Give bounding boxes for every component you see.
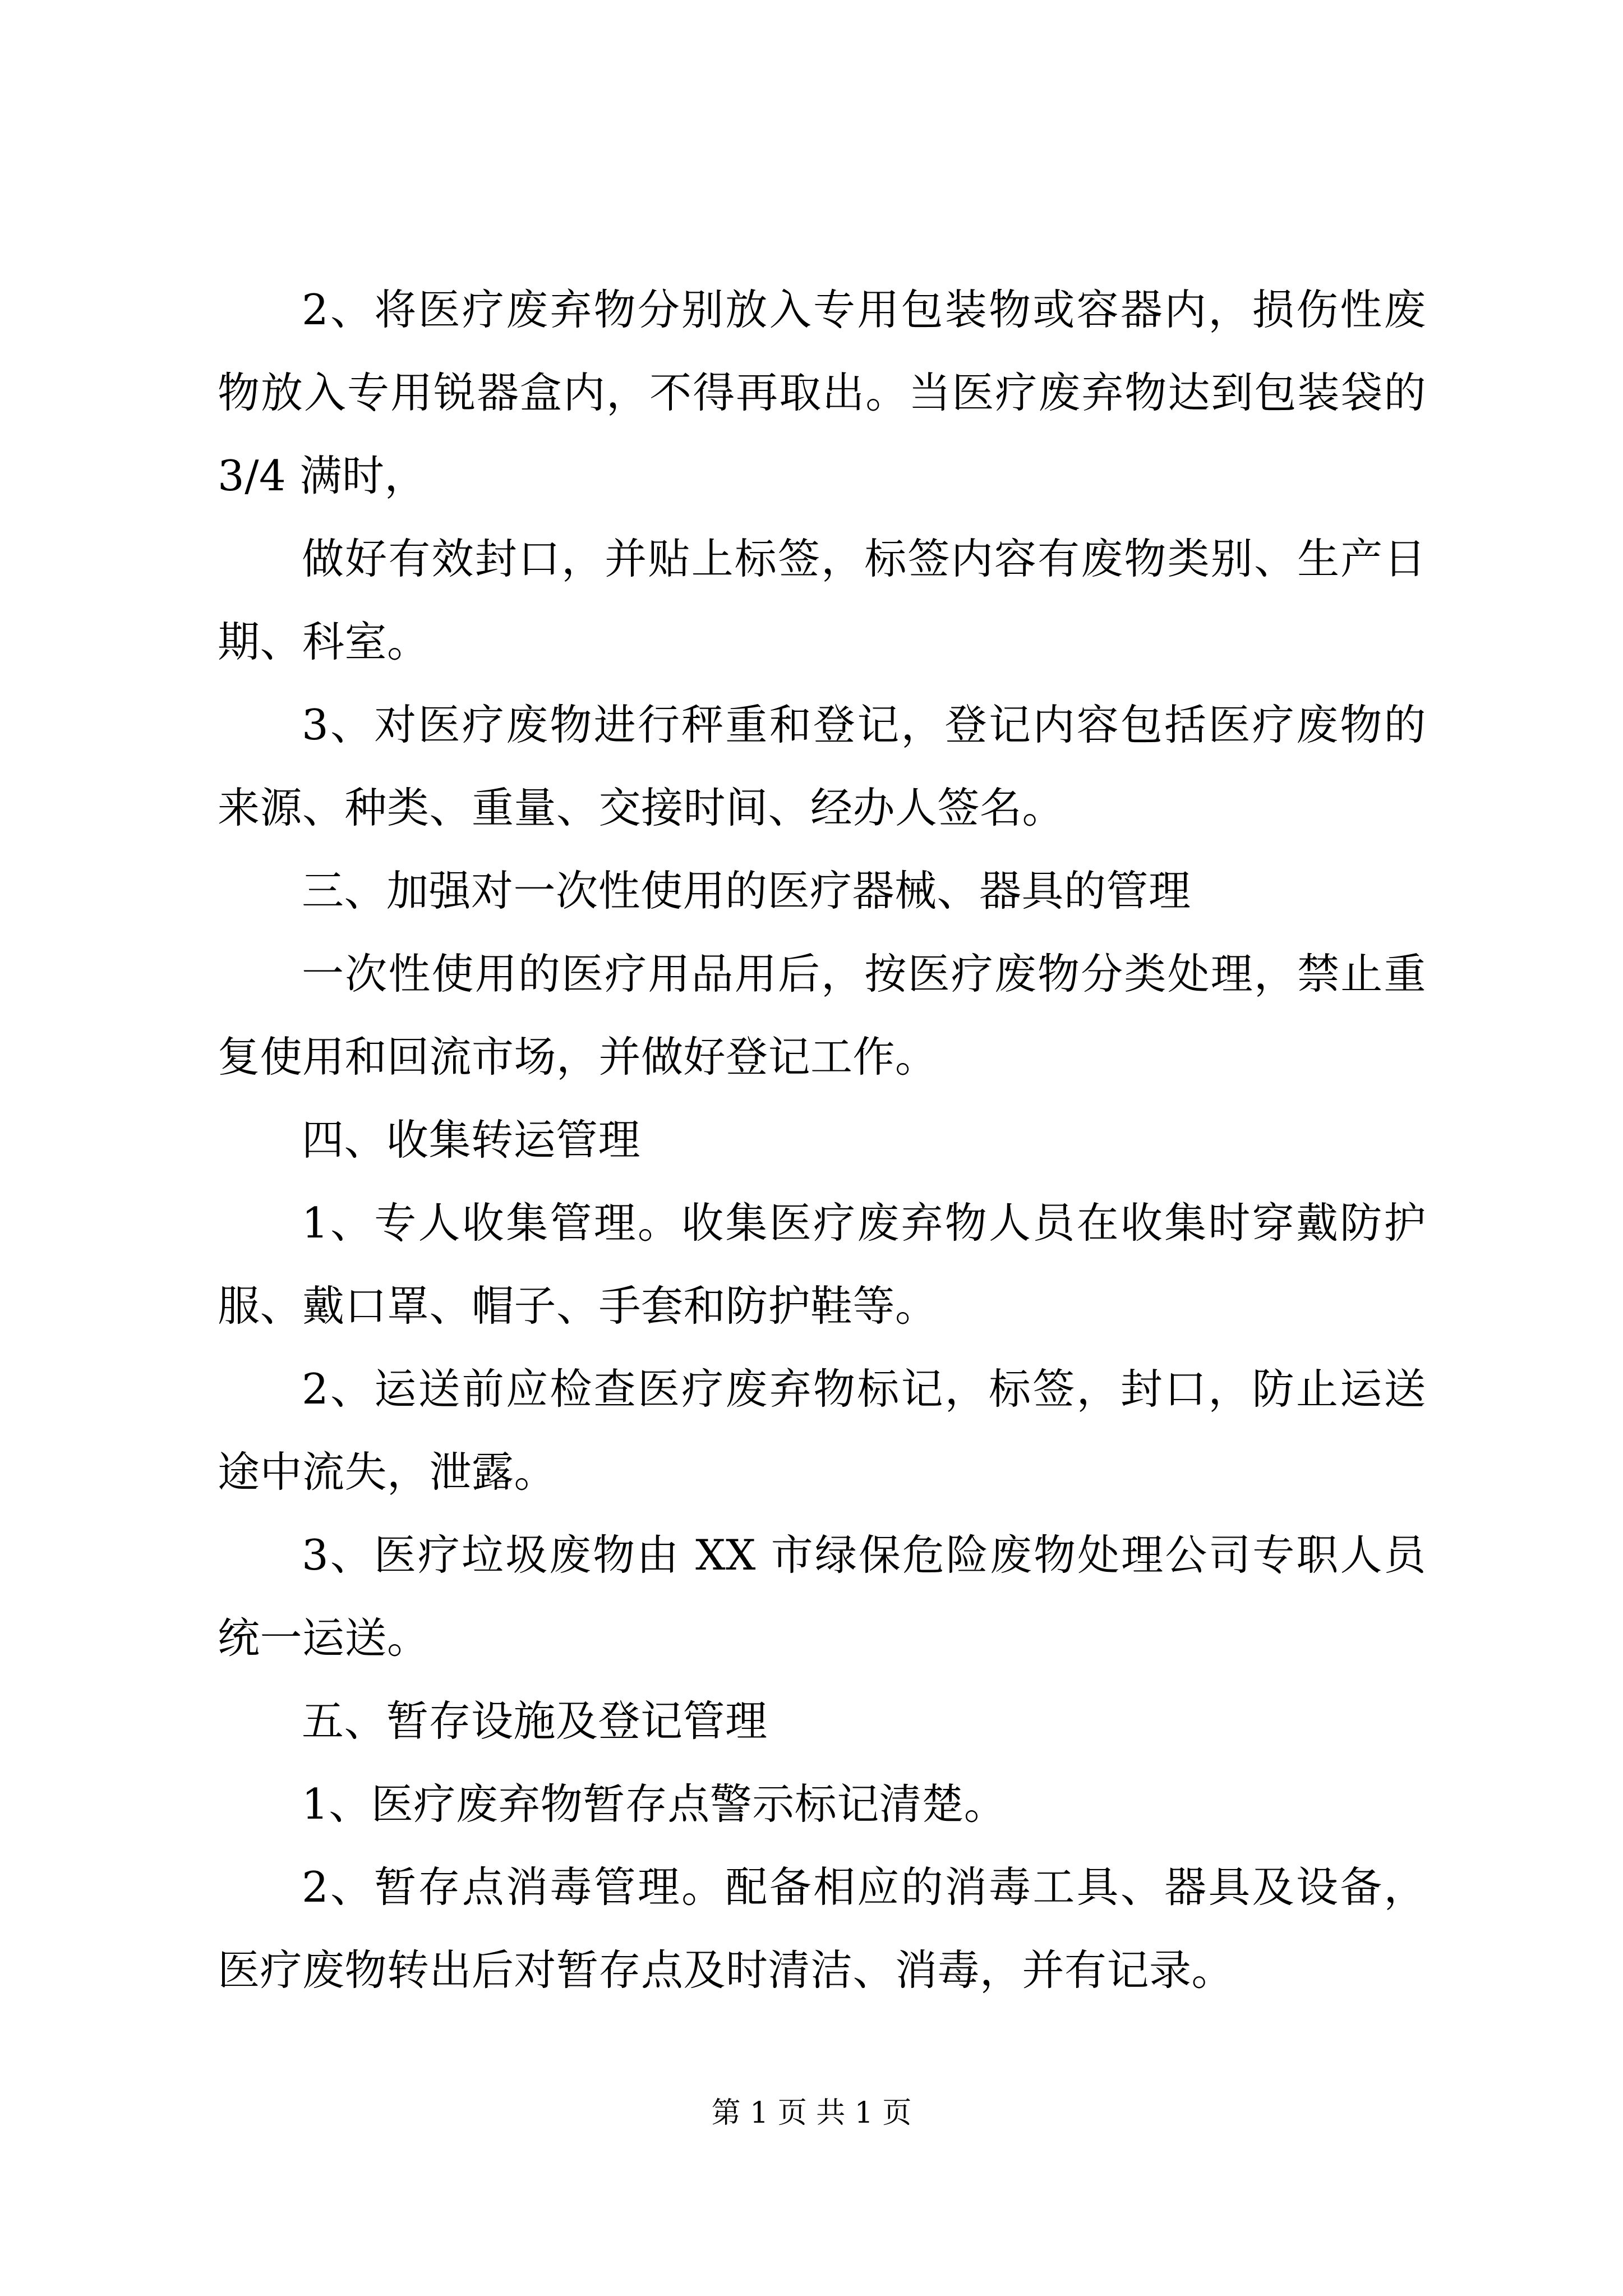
paragraph: 3、对医疗废物进行秤重和登记，登记内容包括医疗废物的来源、种类、重量、交接时间、经办人签名。 [218, 700, 1426, 832]
paragraph: 1、专人收集管理。收集医疗废弃物人员在收集时穿戴防护服、戴口罩、帽子、手套和防护鞋等。 [218, 1198, 1426, 1331]
section-heading: 五、暂存设施及登记管理 [302, 1696, 768, 1746]
page-number-footer: 第 1 页 共 1 页 [711, 2096, 912, 2130]
document-body [218, 268, 1426, 2012]
section-heading: 四、收集转运管理 [302, 1115, 641, 1165]
paragraph: 做好有效封口，并贴上标签，标签内容有废物类别、生产日期、科室。 [218, 534, 1426, 666]
paragraph: 2、将医疗废弃物分别放入专用包装物或容器内，损伤性废物放入专用锐器盒内，不得再取出。当医疗废弃物达到包装袋的 3/4 满时， [218, 285, 1426, 500]
paragraph: 1、医疗废弃物暂存点警示标记清楚。 [302, 1779, 1007, 1829]
paragraph: 2、暂存点消毒管理。配备相应的消毒工具、器具及设备，医疗废物转出后对暂存点及时清洁、消毒，并有记录。 [218, 1862, 1426, 1995]
paragraph: 3、医疗垃圾废物由 XX 市绿保危险废物处理公司专职人员统一运送。 [218, 1530, 1426, 1663]
section-heading: 三、加强对一次性使用的医疗器械、器具的管理 [302, 866, 1191, 915]
paragraph: 一次性使用的医疗用品用后，按医疗废物分类处理，禁止重复使用和回流市场，并做好登记工作。 [218, 949, 1426, 1082]
paragraph: 2、运送前应检查医疗废弃物标记，标签，封口，防止运送途中流失，泄露。 [218, 1364, 1426, 1497]
